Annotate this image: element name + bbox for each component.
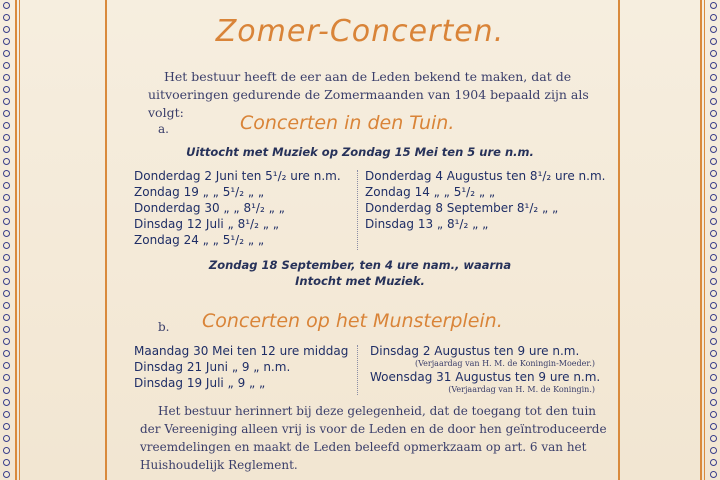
- schedule-row: Donderdag 4 Augustus ten 8¹/₂ ure n.m.: [365, 169, 606, 183]
- border-dot: [710, 2, 717, 9]
- schedule-row: Dinsdag 13 „ 8¹/₂ „ „: [365, 217, 489, 231]
- border-dot: [710, 362, 717, 369]
- schedule-note: (Verjaardag van H. M. de Koningin.): [448, 385, 595, 394]
- border-dot: [3, 74, 10, 81]
- border-dot: [710, 435, 717, 442]
- border-dot: [3, 170, 10, 177]
- border-dot: [3, 338, 10, 345]
- border-dot: [3, 206, 10, 213]
- border-dot: [710, 158, 717, 165]
- border-dot: [710, 110, 717, 117]
- section-b-letter: b.: [158, 320, 170, 334]
- schedule-row: Donderdag 2 Juni ten 5¹/₂ ure n.m.: [134, 169, 341, 183]
- border-dot: [710, 182, 717, 189]
- border-dot: [3, 242, 10, 249]
- border-dot: [3, 447, 10, 454]
- border-dot: [710, 399, 717, 406]
- left-inner-orange-rule: [105, 0, 107, 480]
- border-dot: [3, 218, 10, 225]
- schedule-row: Dinsdag 12 Juli „ 8¹/₂ „ „: [134, 217, 279, 231]
- schedule-row: Dinsdag 21 Juni „ 9 „ n.m.: [134, 360, 291, 374]
- border-dot: [710, 98, 717, 105]
- border-dot: [710, 411, 717, 418]
- section-a-subheading: Uittocht met Muziek op Zondag 15 Mei ten 5 ure n.m.: [186, 145, 534, 159]
- border-dot: [710, 74, 717, 81]
- schedule-row: Woensdag 31 Augustus ten 9 ure n.m.: [370, 370, 601, 384]
- border-dot: [710, 447, 717, 454]
- border-dot: [3, 122, 10, 129]
- intro-line: uitvoeringen gedurende de Zomermaanden van 1904 bepaald zijn als volgt:: [148, 87, 589, 120]
- border-dot: [710, 290, 717, 297]
- closing-line: vreemdelingen en maakt de Leden beleefd opmerkzaam op art. 6 van het: [140, 440, 587, 454]
- border-dot: [3, 423, 10, 430]
- border-dot: [710, 338, 717, 345]
- left-orange-rule-thin: [19, 0, 20, 480]
- right-inner-orange-rule: [618, 0, 620, 480]
- border-dot: [3, 194, 10, 201]
- border-dot: [3, 326, 10, 333]
- intro-line: Het bestuur heeft de eer aan de Leden bekend te maken, dat de: [164, 69, 572, 84]
- section-a-divider: [357, 170, 358, 250]
- border-dot: [3, 50, 10, 57]
- border-dot: [3, 435, 10, 442]
- border-dot: [3, 98, 10, 105]
- schedule-row: Zondag 19 „ „ 5¹/₂ „ „: [134, 185, 265, 199]
- border-dot: [3, 230, 10, 237]
- border-dot: [710, 326, 717, 333]
- schedule-row: Donderdag 30 „ „ 8¹/₂ „ „: [134, 201, 285, 215]
- border-dot: [3, 387, 10, 394]
- left-orange-rule: [15, 0, 17, 480]
- section-a-letter: a.: [158, 122, 169, 136]
- border-dot: [710, 314, 717, 321]
- border-dot: [710, 471, 717, 478]
- schedule-note: (Verjaardag van H. M. de Koningin-Moeder.): [414, 359, 595, 368]
- closing-paragraph: [140, 402, 612, 474]
- section-a-heading: Concerten in den Tuin.: [240, 112, 455, 134]
- section-b-divider: [357, 345, 358, 395]
- right-orange-rule: [700, 0, 702, 480]
- right-dot-border: [707, 0, 719, 480]
- section-a-right-schedule: [365, 168, 605, 232]
- border-dot: [710, 423, 717, 430]
- closing-line: der Vereeniging alleen vrij is voor de Leden en de door hen geïntroduceerde: [140, 422, 607, 436]
- closing-line: Het bestuur herinnert bij deze gelegenheid, dat de toegang tot den tuin: [158, 404, 597, 418]
- closing-line: Huishoudelijk Reglement.: [140, 458, 298, 472]
- border-dot: [710, 62, 717, 69]
- border-dot: [710, 230, 717, 237]
- border-dot: [3, 411, 10, 418]
- border-dot: [3, 182, 10, 189]
- right-orange-rule-thin: [704, 0, 705, 480]
- border-dot: [710, 350, 717, 357]
- border-dot: [710, 122, 717, 129]
- schedule-row: Maandag 30 Mei ten 12 ure middag: [134, 344, 349, 358]
- schedule-row: Dinsdag 19 Juli „ 9 „ „: [134, 376, 266, 390]
- border-dot: [3, 399, 10, 406]
- border-dot: [710, 302, 717, 309]
- schedule-row: Zondag 24 „ „ 5¹/₂ „ „: [134, 233, 265, 247]
- border-dot: [3, 302, 10, 309]
- border-dot: [3, 459, 10, 466]
- border-dot: [710, 242, 717, 249]
- border-dot: [3, 290, 10, 297]
- border-dot: [710, 194, 717, 201]
- section-a-left-schedule: [134, 168, 341, 248]
- border-dot: [710, 206, 717, 213]
- schedule-row: Donderdag 8 September 8¹/₂ „ „: [365, 201, 559, 215]
- section-b-heading: Concerten op het Munsterplein.: [202, 310, 503, 332]
- border-dot: [3, 62, 10, 69]
- border-dot: [3, 86, 10, 93]
- border-dot: [710, 134, 717, 141]
- section-b-right-schedule: [370, 343, 601, 395]
- border-dot: [710, 50, 717, 57]
- border-dot: [710, 459, 717, 466]
- border-dot: [3, 2, 10, 9]
- border-dot: [3, 362, 10, 369]
- border-dot: [3, 350, 10, 357]
- border-dot: [710, 86, 717, 93]
- border-dot: [710, 170, 717, 177]
- border-dot: [710, 218, 717, 225]
- border-dot: [3, 134, 10, 141]
- section-a-footer-line: Intocht met Muziek.: [295, 274, 425, 288]
- schedule-row: Dinsdag 2 Augustus ten 9 ure n.m.: [370, 344, 580, 358]
- border-dot: [3, 374, 10, 381]
- border-dot: [710, 374, 717, 381]
- section-b-left-schedule: [134, 343, 348, 391]
- section-a-footer-line: Zondag 18 September, ten 4 ure nam., waarna: [208, 258, 512, 272]
- left-dot-border: [0, 0, 12, 480]
- border-dot: [3, 314, 10, 321]
- page-title: Zomer-Concerten.: [215, 14, 505, 49]
- border-dot: [3, 158, 10, 165]
- border-dot: [710, 387, 717, 394]
- border-dot: [3, 471, 10, 478]
- border-dot: [3, 110, 10, 117]
- schedule-row: Zondag 14 „ „ 5¹/₂ „ „: [365, 185, 496, 199]
